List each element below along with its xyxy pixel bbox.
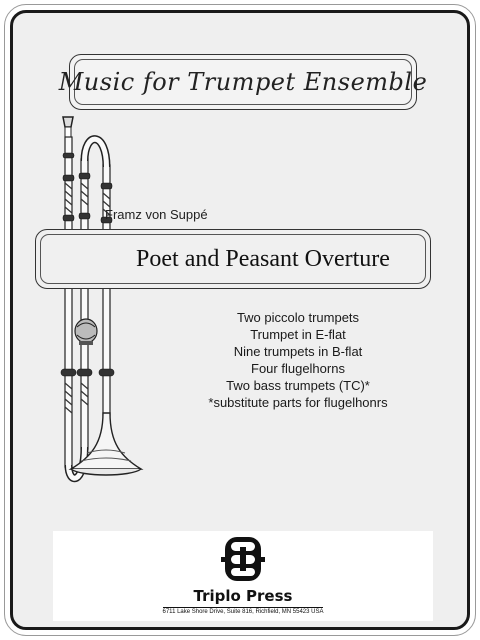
cover [10,10,470,630]
herald-trumpet-icon [41,113,151,493]
instrumentation-line: Nine trumpets in B-flat [233,344,363,359]
instrumentation-line: Trumpet in E-flat [250,327,346,342]
publisher-panel [53,531,433,621]
work-title: Poet and Peasant Overture [136,245,390,272]
instrumentation-list [163,309,433,411]
title-banner-frame [40,234,426,284]
title-banner [35,229,431,289]
instrumentation-line: Four flugelhorns [251,361,345,376]
publisher-name: Triplo Press [193,587,293,605]
publisher-divider [163,607,323,608]
composer-name: Framz von Suppé [105,207,208,222]
publisher-address: 6711 Lake Shore Drive, Suite 816, Richfield, MN 55423 USA [162,609,324,615]
instrumentation-line: Two bass trumpets (TC)* [226,378,370,393]
instrumentation-line: Two piccolo trumpets [236,310,360,325]
series-banner [58,54,428,110]
triple-s-logo-icon [219,535,267,583]
series-banner-frame [58,59,428,105]
instrumentation-line: *substitute parts for flugelhonrs [208,395,388,410]
series-title: Music for Trumpet Ensemble [58,68,428,96]
